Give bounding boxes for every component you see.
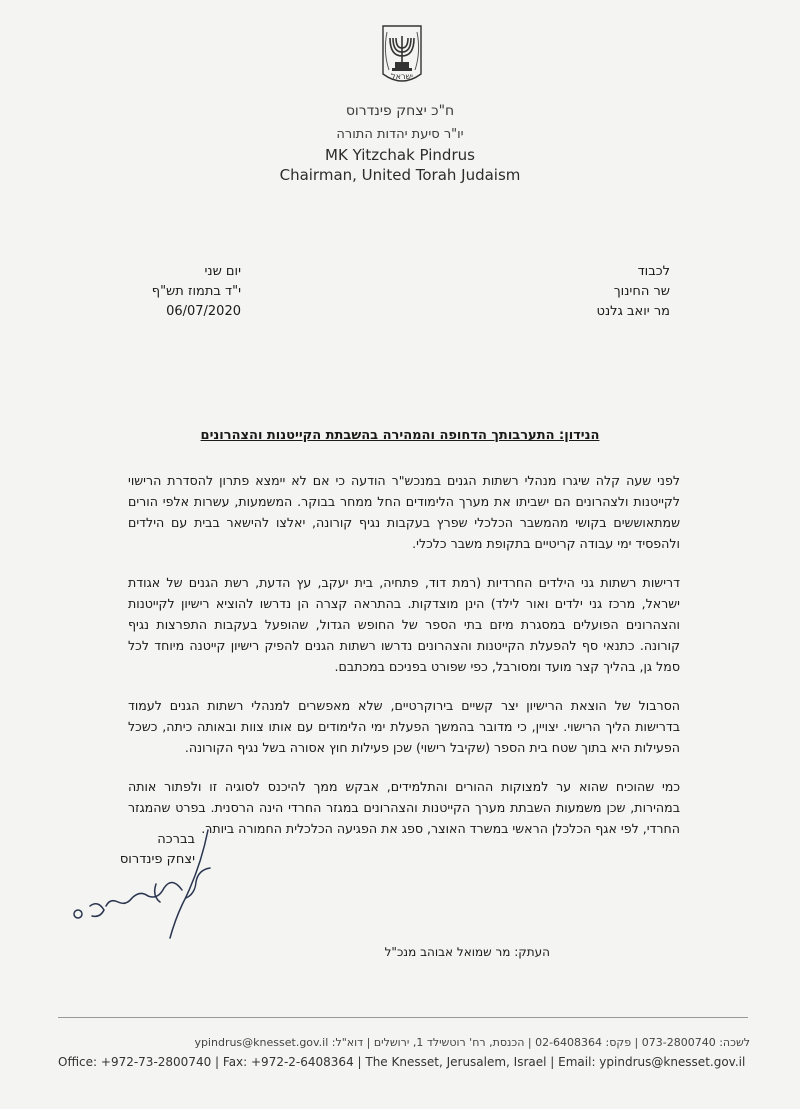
date-hebrew: י"ד בתמוז תש"ף	[151, 284, 241, 299]
date-day: יום שני	[204, 264, 241, 279]
header-name-english: MK Yitzchak Pindrus	[325, 146, 475, 164]
body-paragraph: דרישות רשתות גני הילדים החרדיות (רמת דוד, פתחיה, בית יעקב, עץ הדעת, רשת הגנים של אגודת ישראל, מרכז גני ילדים ואור לילד) הינן מוצדקות. בהתראה קצרה הן נדרשו להוציא רישיון לקייטנות והצהרונים הפועלים במסגרת מיזם בתי הספר של החופש הגדול, שהופעל בעקבות התפרצות נגיף קורונה. כתנאי סף להפעלת הקייטנות והצהרונים נדרשו רשתות הגנים להפיק רישיון קייטנה מיוחד לכל סמל גן, בהליך קצר מועד ומסורבל, כפי שפורט בפניכם במכתבם.	[128, 575, 680, 674]
subject-line	[0, 428, 800, 443]
footer-divider	[58, 1017, 748, 1018]
header-name-hebrew: ח"כ יצחק פינדרוס	[345, 103, 455, 119]
emblem-caption: ישראל	[391, 72, 413, 81]
body-paragraph: הסרבול של הוצאת הרישיון יצר קשיים בירוקרטיים, שלא מאפשרים למנהלי רשתות הגנים לעמוד בדרישות הליך הרישוי. יצויין, כי מדובר בהמשך הפעלת ימי הלימודים עם אותו צוות ובאותה כיתה, כשכל הפעילות היא בתוך שטח בית הספר (שקיבל רישוי) שכן פעילות חוץ אסורה בשל נגיף הקורונה.	[128, 698, 680, 755]
date-block	[131, 262, 241, 322]
subject-text: הנידון: התערבותך הדחופה והמהירה בהשבתת הקייטנות והצהרונים	[200, 428, 600, 443]
handwritten-signature	[60, 810, 240, 950]
addressee-line: לכבוד	[637, 264, 670, 279]
addressee-line: מר יואב גלנט	[596, 304, 670, 319]
body-paragraph: כמי שהוכיח שהוא ער למצוקות ההורים והתלמידים, אבקש ממך להיכנס לסוגיה זו ולפתור אותה במהירות, שכן משמעות השבתת מערך הקייטנות והצהרונים במגזר החרדי הינה הרסנית. בפרט שהמגזר החרדי, לפי אגף הכלכלן הראשי במשרד האוצר, ספג את הפגיעה הכלכלית החמורה ביותר.	[128, 779, 680, 836]
header-title-hebrew: יו"ר סיעת יהדות התורה	[336, 127, 464, 142]
closing-name: יצחק פינדרוס	[119, 852, 195, 867]
addressee-line: שר החינוך	[613, 284, 670, 299]
footer-english: Office: +972-73-2800740 | Fax: +972-2-6408364 | The Knesset, Jerusalem, Israel | Email: ypindrus@knesset.gov.il	[58, 1055, 746, 1069]
letter-body	[128, 470, 680, 857]
closing-blessing: בברכה	[157, 832, 195, 847]
date-gregorian: 06/07/2020	[166, 304, 241, 319]
footer-hebrew: לשכה: 073-2800740 | פקס: 02-6408364 | הכנסת, רח' רוטשילד 1, ירושלים | דוא"ל: ypindrus@knesset.gov.il	[194, 1036, 750, 1049]
header-title-english: Chairman, United Torah Judaism	[279, 166, 521, 184]
addressee-block	[597, 262, 670, 322]
menorah-emblem-icon	[377, 22, 427, 92]
cc-line: העתק: מר שמואל אבוהב מנכ"ל	[384, 945, 550, 959]
body-paragraph: לפני שעה קלה שיגרו מנהלי רשתות הגנים במנכש"ר הודעה כי אם לא יימצא פתרון להסדרת הרישוי לקייטנות ולצהרונים הם ישביתו את מערך הלימודים החל ממחר בבוקר. המשמעות, עשרות אלפי הורים שמתאוששים בקושי מהמשבר הכלכלי שפרץ בעקבות נגיף קורונה, יאלצו להישאר בבית עם הילדים ולהפסיד ימי עבודה קריטיים בתקופת משבר כלכלי.	[128, 473, 680, 551]
